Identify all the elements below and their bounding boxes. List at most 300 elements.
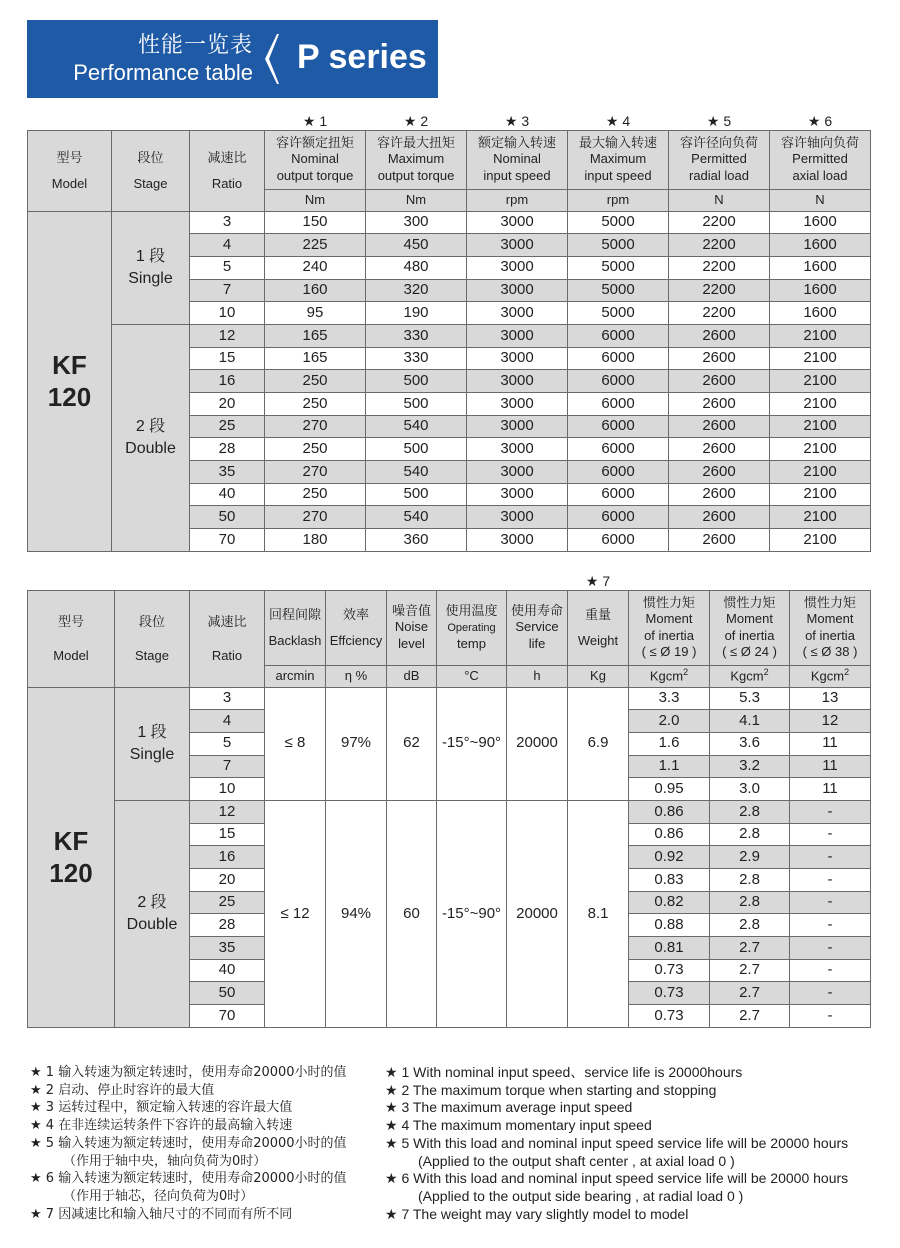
noise-cell: 62 xyxy=(387,687,437,800)
cell-line: 2 段 xyxy=(137,894,167,912)
inertia-cell: 0.88 xyxy=(629,914,710,937)
cell-line: 120 xyxy=(47,382,92,413)
value-cell: 250 xyxy=(265,438,366,461)
note-line: (Applied to the output shaft center , at axial load 0 ) xyxy=(418,1152,735,1169)
table-row xyxy=(28,211,871,234)
stage-single xyxy=(112,211,190,324)
value-cell: 2600 xyxy=(669,393,770,416)
inertia-cell: 11 xyxy=(790,778,871,801)
value-cell: 2600 xyxy=(669,347,770,370)
noise-cell: 60 xyxy=(387,800,437,1027)
value-cell: 2600 xyxy=(669,483,770,506)
header-life xyxy=(507,590,568,665)
value-cell: 500 xyxy=(366,370,467,393)
value-cell: 3000 xyxy=(467,256,568,279)
cell-line: Noise xyxy=(394,619,429,635)
value-cell: 2200 xyxy=(669,302,770,325)
unit-cell: Kg xyxy=(568,665,629,687)
stage-double xyxy=(112,324,190,551)
inertia-cell: 0.92 xyxy=(629,846,710,869)
ratio-cell: 12 xyxy=(190,800,265,823)
header-temp xyxy=(437,590,507,665)
value-cell: 160 xyxy=(265,279,366,302)
banner-series: P series xyxy=(297,38,427,76)
unit-cell xyxy=(710,665,790,687)
cell-line: Single xyxy=(128,269,173,287)
ratio-cell: 3 xyxy=(190,687,265,710)
cell-line: Ratio xyxy=(211,175,243,191)
ratio-cell: 16 xyxy=(190,370,265,393)
value-cell: 5000 xyxy=(568,302,669,325)
value-cell: 1600 xyxy=(770,302,871,325)
unit-text: Kgcm xyxy=(810,668,845,684)
unit-cell: rpm xyxy=(467,189,568,211)
value-cell: 2100 xyxy=(770,324,871,347)
value-cell: 250 xyxy=(265,483,366,506)
star-marker: ★ 2 xyxy=(366,110,467,130)
ratio-cell: 28 xyxy=(190,438,265,461)
cell-line: 型号 xyxy=(56,149,83,165)
value-cell: 2600 xyxy=(669,529,770,552)
ratio-cell: 20 xyxy=(190,869,265,892)
ratio-cell: 3 xyxy=(190,211,265,234)
cell-line: 额定输入转速 xyxy=(477,135,556,151)
cell-line: Operating xyxy=(447,622,496,635)
inertia-cell: 0.95 xyxy=(629,778,710,801)
inertia-cell: 3.3 xyxy=(629,687,710,710)
value-cell: 6000 xyxy=(568,438,669,461)
ratio-cell: 5 xyxy=(190,732,265,755)
value-cell: 2100 xyxy=(770,461,871,484)
value-cell: 1600 xyxy=(770,234,871,257)
efficiency-cell: 97% xyxy=(326,687,387,800)
inertia-cell: 2.7 xyxy=(710,937,790,960)
header-inertia xyxy=(790,590,871,665)
performance-table-2 xyxy=(27,570,871,1028)
stage-single xyxy=(115,687,190,800)
note-line: ★ 4 The maximum momentary input speed xyxy=(385,1117,652,1134)
cell-line: Moment xyxy=(806,611,854,627)
value-cell: 150 xyxy=(265,211,366,234)
value-cell: 270 xyxy=(265,415,366,438)
inertia-cell: 11 xyxy=(790,732,871,755)
value-cell: 480 xyxy=(366,256,467,279)
value-cell: 225 xyxy=(265,234,366,257)
cell-line: 减速比 xyxy=(207,613,247,629)
inertia-cell: 2.7 xyxy=(710,982,790,1005)
inertia-cell: - xyxy=(790,823,871,846)
inertia-cell: 0.82 xyxy=(629,891,710,914)
value-cell: 3000 xyxy=(467,461,568,484)
unit-cell: rpm xyxy=(568,189,669,211)
value-cell: 3000 xyxy=(467,234,568,257)
cell-line: 2 段 xyxy=(135,418,166,436)
cell-line: 型号 xyxy=(57,613,84,629)
value-cell: 165 xyxy=(265,324,366,347)
header-banner xyxy=(27,20,438,98)
note-line: ★ 7 The weight may vary slightly model to model xyxy=(385,1205,689,1222)
star-marker: ★ 5 xyxy=(669,110,770,130)
cell-line: 使用温度 xyxy=(445,602,498,618)
inertia-cell: 13 xyxy=(790,687,871,710)
table-row xyxy=(28,324,871,347)
inertia-cell: - xyxy=(790,891,871,914)
life-cell: 20000 xyxy=(507,687,568,800)
cell-line: 1 段 xyxy=(137,724,167,742)
cell-line: 噪音值 xyxy=(391,603,431,619)
value-cell: 6000 xyxy=(568,483,669,506)
ratio-cell: 70 xyxy=(190,1005,265,1028)
value-cell: 3000 xyxy=(467,438,568,461)
unit-cell: h xyxy=(507,665,568,687)
ratio-cell: 70 xyxy=(190,529,265,552)
value-cell: 6000 xyxy=(568,324,669,347)
unit-cell: η % xyxy=(326,665,387,687)
banner-title-en: Performance table xyxy=(73,60,253,85)
value-cell: 3000 xyxy=(467,415,568,438)
blank-cell xyxy=(28,570,568,590)
cell-line: 段位 xyxy=(137,149,164,165)
header-inertia xyxy=(710,590,790,665)
cell-line: Double xyxy=(125,439,176,457)
cell-line: 惯性力矩 xyxy=(642,595,695,610)
value-cell: 2200 xyxy=(669,234,770,257)
inertia-cell: 11 xyxy=(790,755,871,778)
value-cell: 500 xyxy=(366,393,467,416)
cell-line: output torque xyxy=(377,167,455,183)
note-line: ★ 4 在非连续运转条件下容许的最高输入转速 xyxy=(30,1118,293,1134)
cell-line: 重量 xyxy=(584,606,611,622)
ratio-cell: 5 xyxy=(190,256,265,279)
blank-cell xyxy=(629,570,871,590)
note-line: ★ 2 The maximum torque when starting and stopping xyxy=(385,1081,717,1098)
inertia-cell: 2.8 xyxy=(710,914,790,937)
value-cell: 240 xyxy=(265,256,366,279)
banner-title-cn: 性能一览表 xyxy=(137,33,253,58)
cell-line: KF xyxy=(53,825,89,856)
value-cell: 2600 xyxy=(669,506,770,529)
value-cell: 3000 xyxy=(467,529,568,552)
ratio-cell: 50 xyxy=(190,982,265,1005)
header-col xyxy=(568,130,669,189)
value-cell: 500 xyxy=(366,483,467,506)
cell-line: 减速比 xyxy=(207,149,247,165)
value-cell: 2100 xyxy=(770,483,871,506)
inertia-cell: 0.73 xyxy=(629,1005,710,1028)
value-cell: 3000 xyxy=(467,483,568,506)
value-cell: 2200 xyxy=(669,256,770,279)
inertia-cell: 0.73 xyxy=(629,982,710,1005)
inertia-cell: 3.6 xyxy=(710,732,790,755)
value-cell: 3000 xyxy=(467,370,568,393)
cell-line: 1 段 xyxy=(135,248,166,266)
value-cell: 180 xyxy=(265,529,366,552)
cell-line: ( ≤ Ø 24 ) xyxy=(722,643,777,659)
value-cell: 2600 xyxy=(669,370,770,393)
value-cell: 450 xyxy=(366,234,467,257)
cell-line: Moment xyxy=(726,611,773,627)
inertia-cell: - xyxy=(790,846,871,869)
cell-line: Weight xyxy=(577,632,619,648)
cell-line: 惯性力矩 xyxy=(803,595,856,610)
ratio-cell: 12 xyxy=(190,324,265,347)
notes-cn xyxy=(30,1064,347,1223)
notes-en xyxy=(385,1064,848,1223)
header-model xyxy=(28,130,112,211)
ratio-cell: 25 xyxy=(190,891,265,914)
unit-cell xyxy=(790,665,871,687)
unit-cell: °C xyxy=(437,665,507,687)
cell-line: Backlash xyxy=(268,632,322,648)
value-cell: 320 xyxy=(366,279,467,302)
value-cell: 2100 xyxy=(770,393,871,416)
ratio-cell: 15 xyxy=(190,347,265,370)
inertia-cell: 1.1 xyxy=(629,755,710,778)
ratio-cell: 7 xyxy=(190,279,265,302)
inertia-cell: - xyxy=(790,869,871,892)
note-line: ★ 5 With this load and nominal input speed service life will be 20000 hours xyxy=(385,1134,849,1151)
header-col xyxy=(265,130,366,189)
note-line: (Applied to the output side bearing , at radial load 0 ) xyxy=(418,1187,744,1204)
cell-line: Nominal xyxy=(493,151,541,167)
value-cell: 165 xyxy=(265,347,366,370)
value-cell: 2600 xyxy=(669,324,770,347)
ratio-cell: 10 xyxy=(190,302,265,325)
ratio-cell: 40 xyxy=(190,483,265,506)
value-cell: 6000 xyxy=(568,529,669,552)
value-cell: 360 xyxy=(366,529,467,552)
inertia-cell: 2.8 xyxy=(710,823,790,846)
header-col xyxy=(366,130,467,189)
table-row xyxy=(28,800,871,823)
cell-line: 容许额定扭矩 xyxy=(275,135,354,151)
header-stage xyxy=(115,590,190,687)
inertia-cell: 3.0 xyxy=(710,778,790,801)
unit-cell: Nm xyxy=(366,189,467,211)
value-cell: 270 xyxy=(265,506,366,529)
unit-sup: 2 xyxy=(763,667,769,678)
inertia-cell: 0.73 xyxy=(629,959,710,982)
weight-cell: 8.1 xyxy=(568,800,629,1027)
value-cell: 540 xyxy=(366,461,467,484)
cell-line: output torque xyxy=(276,167,354,183)
unit-cell: N xyxy=(669,189,770,211)
inertia-cell: 2.8 xyxy=(710,869,790,892)
inertia-cell: 2.8 xyxy=(710,800,790,823)
inertia-cell: 0.86 xyxy=(629,800,710,823)
cell-line: Maximum xyxy=(387,151,445,167)
star-marker: ★ 1 xyxy=(265,110,366,130)
header-inertia xyxy=(629,590,710,665)
cell-line: of inertia xyxy=(724,627,775,643)
inertia-cell: 2.7 xyxy=(710,1005,790,1028)
cell-line: Service xyxy=(515,619,559,635)
cell-line: 效率 xyxy=(342,606,369,622)
cell-line: Nominal xyxy=(291,151,339,167)
value-cell: 2600 xyxy=(669,415,770,438)
unit-cell xyxy=(629,665,710,687)
value-cell: 6000 xyxy=(568,393,669,416)
inertia-cell: 4.1 xyxy=(710,710,790,733)
value-cell: 500 xyxy=(366,438,467,461)
inertia-cell: 12 xyxy=(790,710,871,733)
note-line: ★ 3 The maximum average input speed xyxy=(385,1099,633,1116)
inertia-cell: 2.8 xyxy=(710,891,790,914)
star-marker: ★ 6 xyxy=(770,110,871,130)
header-stage xyxy=(112,130,190,211)
value-cell: 330 xyxy=(366,347,467,370)
ratio-cell: 28 xyxy=(190,914,265,937)
cell-line: Permitted xyxy=(792,151,848,167)
value-cell: 540 xyxy=(366,506,467,529)
cell-line: 120 xyxy=(49,858,93,889)
header-weight xyxy=(568,590,629,665)
inertia-cell: 5.3 xyxy=(710,687,790,710)
star-marker: ★ 4 xyxy=(568,110,669,130)
note-line: ★ 3 运转过程中，额定输入转速的容许最大值 xyxy=(30,1100,293,1116)
value-cell: 2100 xyxy=(770,438,871,461)
model-cell xyxy=(28,211,112,551)
ratio-cell: 20 xyxy=(190,393,265,416)
performance-table-1 xyxy=(27,110,871,552)
value-cell: 3000 xyxy=(467,347,568,370)
unit-cell: N xyxy=(770,189,871,211)
ratio-cell: 16 xyxy=(190,846,265,869)
cell-line: 容许最大扭矩 xyxy=(376,135,455,151)
unit-cell: dB xyxy=(387,665,437,687)
inertia-cell: 0.81 xyxy=(629,937,710,960)
ratio-cell: 7 xyxy=(190,755,265,778)
cell-line: input speed xyxy=(584,167,652,183)
value-cell: 2600 xyxy=(669,438,770,461)
cell-line: 容许径向负荷 xyxy=(679,135,758,151)
ratio-cell: 10 xyxy=(190,778,265,801)
cell-line: KF xyxy=(52,349,87,380)
cell-line: Model xyxy=(51,175,88,191)
value-cell: 190 xyxy=(366,302,467,325)
value-cell: 2100 xyxy=(770,529,871,552)
cell-line: radial load xyxy=(689,167,749,183)
inertia-cell: 3.2 xyxy=(710,755,790,778)
note-line: ★ 1 输入转速为额定转速时，使用寿命20000小时的值 xyxy=(30,1065,347,1080)
header-ratio xyxy=(190,130,265,211)
header-col xyxy=(467,130,568,189)
cell-line: ( ≤ Ø 19 ) xyxy=(641,643,697,659)
value-cell: 250 xyxy=(265,393,366,416)
cell-line: Effciency xyxy=(329,632,383,648)
value-cell: 2600 xyxy=(669,461,770,484)
inertia-cell: 1.6 xyxy=(629,732,710,755)
blank-cell xyxy=(28,110,265,130)
chevron-left-icon xyxy=(265,34,279,84)
unit-cell: Nm xyxy=(265,189,366,211)
cell-line: Ratio xyxy=(211,647,243,663)
note-line: ★ 1 With nominal input speed、service life is 20000hours xyxy=(385,1064,743,1080)
cell-line: life xyxy=(528,635,546,651)
note-line: ★ 5 输入转速为额定转速时，使用寿命20000小时的值 xyxy=(30,1135,347,1151)
header-ratio xyxy=(190,590,265,687)
cell-line: of inertia xyxy=(644,627,694,643)
value-cell: 2100 xyxy=(770,506,871,529)
unit-text: Kgcm xyxy=(649,668,684,684)
value-cell: 6000 xyxy=(568,506,669,529)
value-cell: 270 xyxy=(265,461,366,484)
ratio-cell: 35 xyxy=(190,461,265,484)
cell-line: Stage xyxy=(133,175,168,191)
value-cell: 3000 xyxy=(467,302,568,325)
header-model xyxy=(28,590,115,687)
note-line: ★ 6 With this load and nominal input speed service life will be 20000 hours xyxy=(385,1170,849,1187)
ratio-cell: 25 xyxy=(190,415,265,438)
value-cell: 1600 xyxy=(770,279,871,302)
cell-line: Double xyxy=(126,915,178,933)
stage-double xyxy=(115,800,190,1027)
note-line: （作用于轴中央，轴向负荷为0时） xyxy=(63,1153,267,1169)
unit-text: Kgcm xyxy=(730,668,764,684)
inertia-cell: - xyxy=(790,1005,871,1028)
cell-line: temp xyxy=(457,635,486,651)
value-cell: 1600 xyxy=(770,211,871,234)
value-cell: 330 xyxy=(366,324,467,347)
cell-line: 回程间隙 xyxy=(268,606,321,622)
ratio-cell: 40 xyxy=(190,959,265,982)
header-col xyxy=(770,130,871,189)
cell-line: axial load xyxy=(792,167,848,183)
unit-sup: 2 xyxy=(683,667,689,678)
star-marker: ★ 3 xyxy=(467,110,568,130)
cell-line: level xyxy=(398,635,425,651)
header-col xyxy=(669,130,770,189)
value-cell: 95 xyxy=(265,302,366,325)
inertia-cell: 0.83 xyxy=(629,869,710,892)
cell-line: Moment xyxy=(645,611,693,627)
temp-cell: -15°~90° xyxy=(437,800,507,1027)
note-line: ★ 7 因减速比和输入轴尺寸的不同而有所不同 xyxy=(30,1206,293,1222)
inertia-cell: 2.7 xyxy=(710,959,790,982)
value-cell: 1600 xyxy=(770,256,871,279)
value-cell: 5000 xyxy=(568,211,669,234)
value-cell: 3000 xyxy=(467,393,568,416)
inertia-cell: - xyxy=(790,982,871,1005)
value-cell: 6000 xyxy=(568,347,669,370)
cell-line: Permitted xyxy=(691,151,747,167)
inertia-cell: - xyxy=(790,800,871,823)
efficiency-cell: 94% xyxy=(326,800,387,1027)
inertia-cell: - xyxy=(790,937,871,960)
cell-line: Model xyxy=(53,647,89,663)
note-line: ★ 2 启动、停止时容许的最大值 xyxy=(30,1082,215,1098)
value-cell: 6000 xyxy=(568,370,669,393)
value-cell: 5000 xyxy=(568,234,669,257)
inertia-cell: 2.9 xyxy=(710,846,790,869)
cell-line: Single xyxy=(129,745,175,763)
unit-cell: arcmin xyxy=(265,665,326,687)
header-efficiency xyxy=(326,590,387,665)
cell-line: of inertia xyxy=(805,627,855,643)
value-cell: 2200 xyxy=(669,279,770,302)
star-marker: ★ 7 xyxy=(568,570,629,590)
ratio-cell: 15 xyxy=(190,823,265,846)
cell-line: Stage xyxy=(135,647,169,663)
cell-line: 段位 xyxy=(138,613,165,629)
value-cell: 6000 xyxy=(568,461,669,484)
value-cell: 540 xyxy=(366,415,467,438)
inertia-cell: 0.86 xyxy=(629,823,710,846)
ratio-cell: 4 xyxy=(190,234,265,257)
table-row xyxy=(28,687,871,710)
value-cell: 3000 xyxy=(467,211,568,234)
inertia-cell: 2.0 xyxy=(629,710,710,733)
